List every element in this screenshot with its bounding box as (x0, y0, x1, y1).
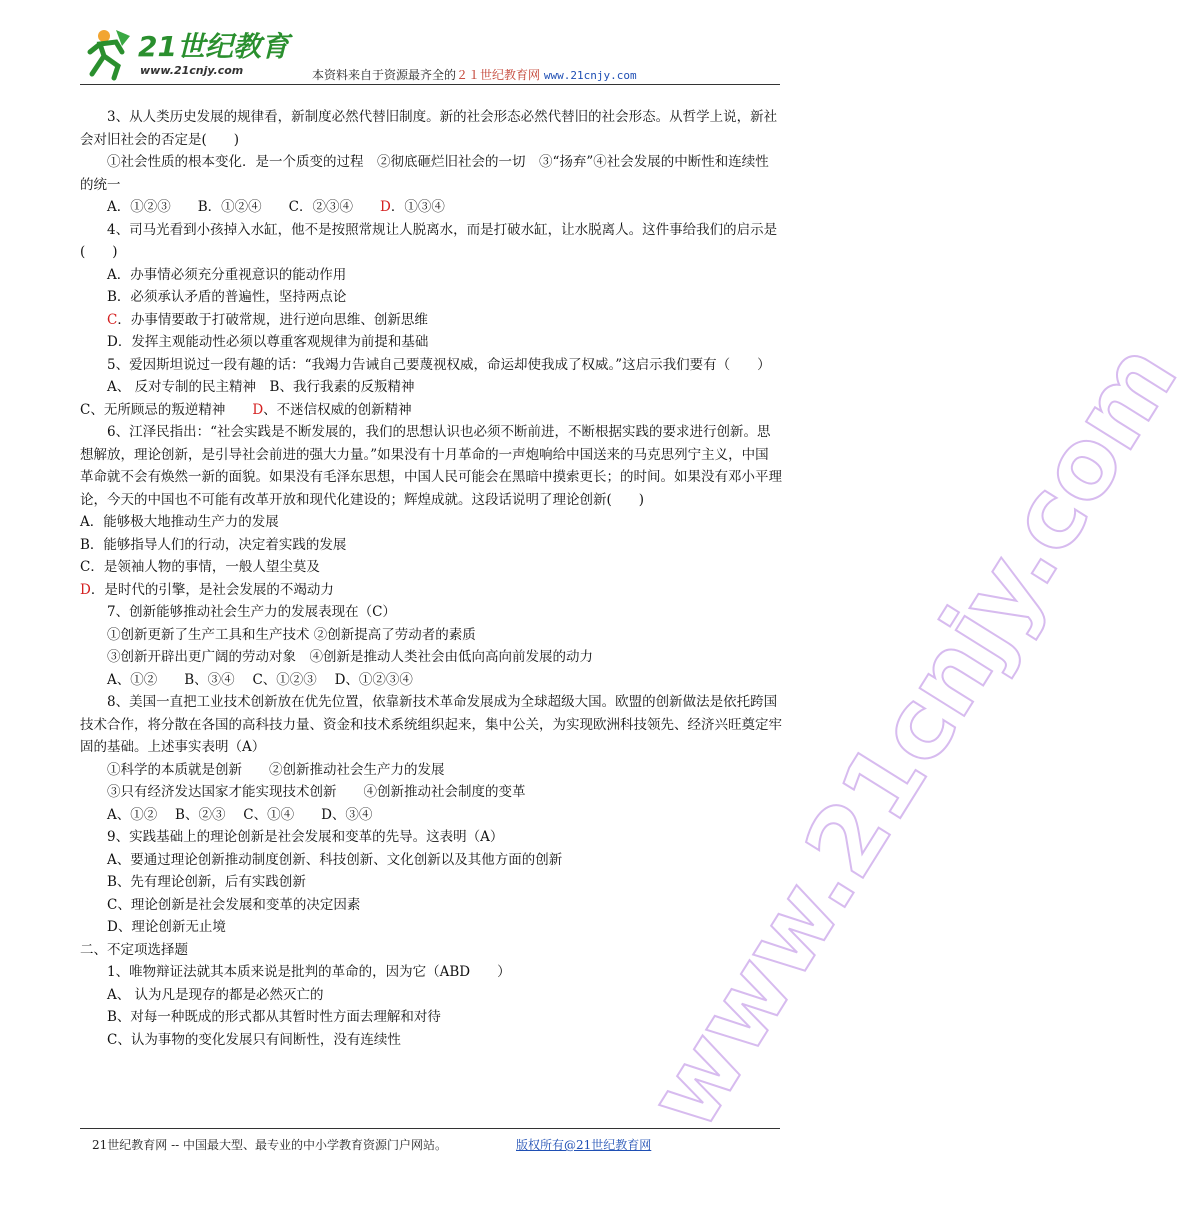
text-line (80, 556, 782, 579)
answer-mark: D (80, 581, 91, 598)
text-line (80, 759, 782, 782)
copyright-link[interactable]: 版权所有@21世纪教育网 (516, 1138, 652, 1152)
text-line (80, 916, 782, 939)
text-line (80, 151, 782, 196)
text-line (80, 961, 782, 984)
text-line (80, 286, 782, 309)
text-segment: 二、不定项选择题 (80, 941, 188, 958)
text-segment: ①社会性质的根本变化．是一个质变的过程 ②彻底砸烂旧社会的一切 ③“扬弃”④社会发展的中断性和连续性的统一 (80, 154, 769, 193)
text-segment: A、 认为凡是现存的都是必然灭亡的 (107, 986, 324, 1003)
header-divider (80, 84, 780, 85)
text-line (80, 399, 782, 422)
text-segment: B．能够指导人们的行动，决定着实践的发展 (80, 536, 347, 553)
source-site[interactable]: ２１世纪教育网 (456, 68, 541, 82)
text-line (80, 331, 782, 354)
site-logo (82, 22, 292, 82)
text-line (80, 691, 782, 759)
text-line (80, 669, 782, 692)
text-segment: A、①② B、②③ C、①④ D、③④ (107, 806, 373, 823)
text-line (80, 624, 782, 647)
footer (92, 1136, 652, 1153)
text-segment: A、①② B、③④ C、①②③ D、①②③④ (107, 671, 413, 688)
text-line (80, 646, 782, 669)
footer-text: 21世纪教育网 -- 中国最大型、最专业的中小学教育资源门户网站。 (92, 1138, 448, 1152)
text-segment: A、 反对专制的民主精神 B、我行我素的反叛精神 (107, 379, 415, 395)
text-line (80, 421, 782, 511)
text-segment: A、要通过理论创新推动制度创新、科技创新、文化创新以及其他方面的创新 (107, 851, 563, 868)
text-segment: A．能够极大地推动生产力的发展 (80, 514, 279, 530)
text-segment: B．必须承认矛盾的普遍性，坚持两点论 (107, 289, 347, 305)
text-segment: ．是时代的引擎，是社会发展的不竭动力 (90, 581, 334, 598)
text-segment: 6、江泽民指出：“社会实践是不断发展的，我们的思想认识也必须不断前进，不断根据实践的要求进行创新。思想解放，理论创新，是引导社会前进的强大力量。”如果没有十月革命的一声炮响给中国送来的马克思列宁主义，中国革命就不会有焕然一新的面貌。如果没有毛泽东思想，中国人民可能会在黑暗中摸索更长；的时间。如果没有邓小平理论，今天的中国也不可能有改革开放和现代化建设的；辉煌成就。这段话说明了理论创新( ) (80, 424, 782, 508)
text-segment: 4、司马光看到小孩掉入水缸，他不是按照常规让人脱离水，而是打破水缸，让水脱离人。这件事给我们的启示是( ) (80, 221, 778, 260)
text-segment: ．办事情要敢于打破常规，进行逆向思维、创新思维 (117, 311, 428, 328)
text-segment: 、不迷信权威的创新精神 (263, 401, 412, 418)
text-segment: ①创新更新了生产工具和生产技术 ②创新提高了劳动者的素质 (107, 626, 476, 643)
text-segment: A．办事情必须充分重视意识的能动作用 (107, 266, 347, 283)
source-url[interactable]: www.21cnjy.com (543, 69, 637, 82)
answer-mark: D (380, 199, 391, 215)
text-segment: ．①③④ (390, 199, 445, 215)
text-line (80, 804, 782, 827)
text-line (80, 354, 782, 377)
text-line (80, 871, 782, 894)
text-segment: C．是领袖人物的事情，一般人望尘莫及 (80, 559, 320, 575)
text-segment: C、理论创新是社会发展和变革的决定因素 (107, 896, 361, 913)
text-segment: C、认为事物的变化发展只有间断性，没有连续性 (107, 1031, 401, 1048)
text-line (80, 826, 782, 849)
text-segment: C、无所顾忌的叛逆精神 (80, 401, 253, 418)
text-segment: D、理论创新无止境 (107, 919, 226, 935)
text-segment: 8、美国一直把工业技术创新放在优先位置，依靠新技术革命发展成为全球超级大国。欧盟的创新做法是依托跨国技术合作，将分散在各国的高科技力量、资金和技术系统组织起来，集中公关，为实现欧洲科技领先、经济兴旺奠定牢固的基础。上述事实表明（A） (80, 694, 782, 755)
text-segment: 1、唯物辩证法就其本质来说是批判的革命的，因为它（ABD ） (107, 964, 511, 980)
text-line (80, 511, 782, 534)
text-segment: ①科学的本质就是创新 ②创新推动社会生产力的发展 (107, 761, 445, 778)
text-line (80, 309, 782, 332)
text-line (80, 939, 782, 962)
text-segment: B、先有理论创新，后有实践创新 (107, 874, 306, 890)
text-line (80, 534, 782, 557)
text-line (80, 849, 782, 872)
text-line (80, 219, 782, 264)
text-segment: 3、从人类历史发展的规律看，新制度必然代替旧制度。新的社会形态必然代替旧的社会形态。从哲学上说，新社会对旧社会的否定是( ) (80, 109, 778, 148)
watermark: www.21cnjy.com (626, 324, 1199, 1148)
text-line (80, 781, 782, 804)
text-segment: A．①②③ B．①②④ C．②③④ (107, 199, 380, 215)
text-segment: ③只有经济发达国家才能实现技术创新 ④创新推动社会制度的变革 (107, 784, 526, 800)
text-segment: ③创新开辟出更广阔的劳动对象 ④创新是推动人类社会由低向高向前发展的动力 (107, 649, 593, 665)
logo-wordmark: 21世纪教育 (138, 30, 289, 63)
text-line (80, 1006, 782, 1029)
text-line (80, 106, 782, 151)
logo-url: www.21cnjy.com (140, 64, 244, 77)
answer-mark: C (107, 311, 118, 328)
text-segment: D．发挥主观能动性必须以尊重客观规律为前提和基础 (107, 334, 429, 350)
source-note: 本资料来自于资源最齐全的２１世纪教育网 www.21cnjy.com (312, 68, 637, 82)
text-segment: B、对每一种既成的形式都从其暂时性方面去理解和对待 (107, 1009, 441, 1025)
text-line (80, 984, 782, 1007)
footer-divider (80, 1128, 780, 1129)
text-segment: 9、实践基础上的理论创新是社会发展和变革的先导。这表明（A） (107, 829, 504, 845)
text-line (80, 196, 782, 219)
text-segment: 5、爱因斯坦说过一段有趣的话：“我竭力告诫自己要蔑视权威，命运却使我成了权威。”这启示我们要有（ ） (107, 356, 771, 373)
text-line (80, 264, 782, 287)
text-line (80, 376, 782, 399)
text-line (80, 1029, 782, 1052)
text-line (80, 579, 782, 602)
text-line (80, 894, 782, 917)
text-line (80, 601, 782, 624)
answer-mark: D (252, 401, 264, 418)
text-segment: 7、创新能够推动社会生产力的发展表现在（C） (107, 604, 396, 620)
runner-logo-icon (82, 22, 292, 82)
